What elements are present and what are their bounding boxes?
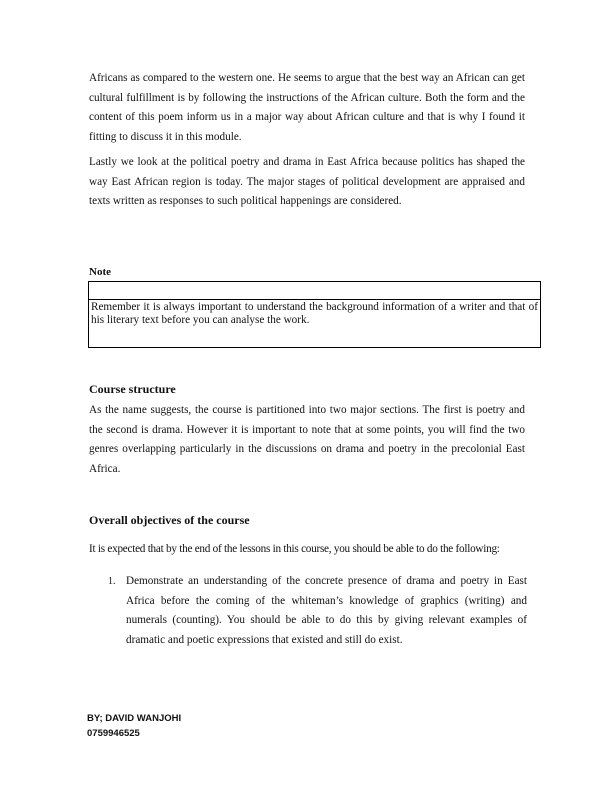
objectives-intro: It is expected that by the end of the lessons in this course, you should be able to do the following: — [89, 543, 500, 555]
note-box — [88, 281, 541, 348]
list-item-text: Demonstrate an understanding of the concrete presence of drama and poetry in East Africa before the coming of the whiteman’s knowledge of graphics (writing) and numerals (counting). You should be able to do this by giving relevant examples of dramatic and poetic expressions that existed and still do exist. — [126, 575, 527, 646]
paragraph-political-poetry: Lastly we look at the political poetry and drama in East Africa because politics has shaped the way East African region is today. The major stages of political development are appraised and texts written as responses to such political happenings are considered. — [89, 156, 525, 208]
course-structure-heading: Course structure — [89, 382, 176, 396]
objectives-heading: Overall objectives of the course — [89, 513, 250, 527]
note-box-empty-row — [89, 282, 540, 300]
paragraph-african-culture: Africans as compared to the western one. He seems to argue that the best way an African can get cultural fulfillment is by following the instructions of the African culture. Both the form and the content of this poem inform us in a major way about African culture and that is why I found it fitting to discuss it in this module. — [89, 72, 525, 143]
note-text: Remember it is always important to understand the background information of a writer and that of his literary text before you can analyse the work. — [91, 301, 538, 326]
note-label: Note — [89, 266, 111, 278]
list-item-number: 1. — [108, 576, 116, 587]
footer-author: BY; DAVID WANJOHI — [87, 713, 182, 724]
footer-author-block — [87, 712, 181, 741]
course-structure-paragraph: As the name suggests, the course is partitioned into two major sections. The first is poetry and the second is drama. However it is important to note that at some points, you will find the two genres overlapping particularly in the discussions on drama and poetry in the precolonial East Africa. — [89, 404, 525, 475]
footer-phone: 0759946525 — [87, 727, 140, 739]
